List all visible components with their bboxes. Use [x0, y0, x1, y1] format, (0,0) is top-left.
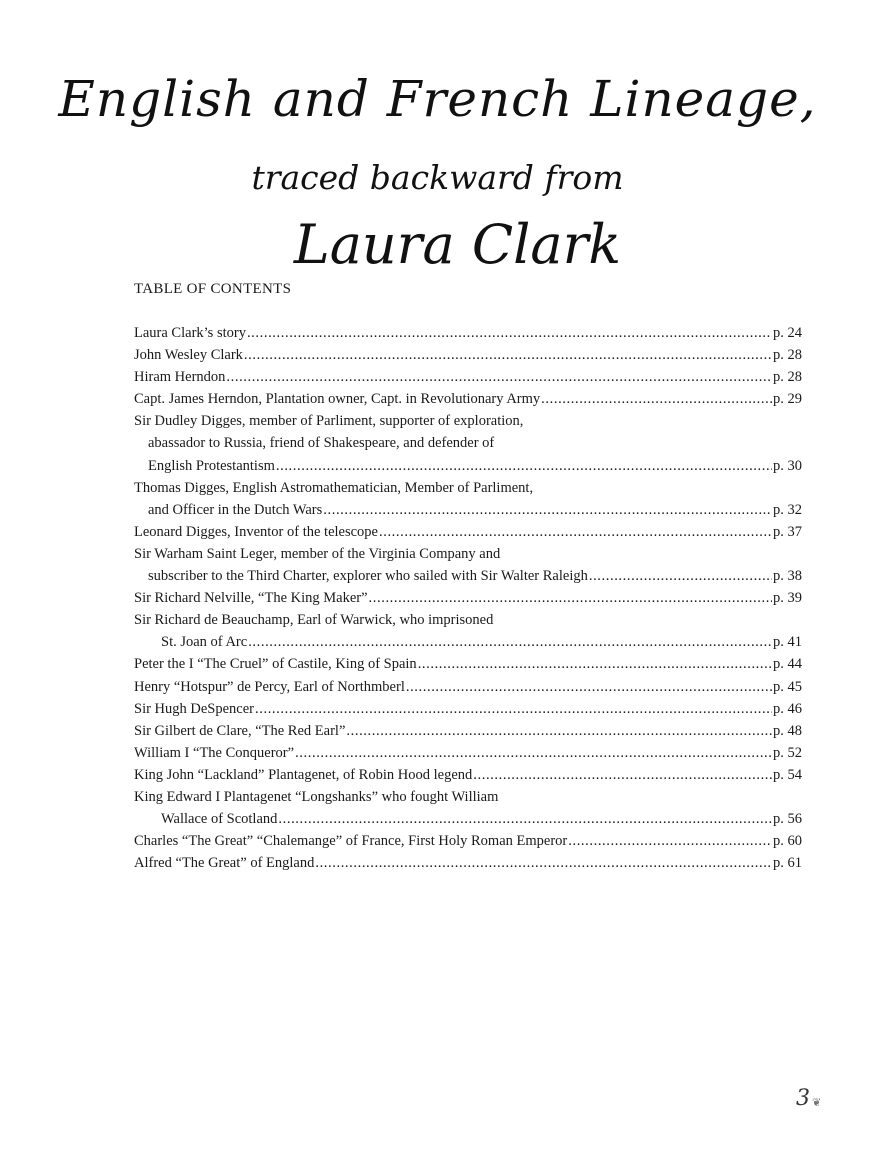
toc-entry: [134, 830, 802, 852]
dot-leader: [255, 698, 772, 720]
toc-entry-title: and Officer in the Dutch Wars: [148, 501, 323, 518]
table-of-contents: [134, 322, 802, 874]
dot-leader: [226, 366, 772, 388]
toc-page-ref: p. 46: [773, 700, 802, 717]
dot-leader: [406, 676, 772, 698]
toc-entry-title: Wallace of Scotland: [161, 811, 278, 828]
toc-entry: [134, 852, 802, 874]
dot-leader: [295, 742, 772, 764]
dot-leader: [568, 830, 772, 852]
toc-entry-title: King John “Lackland” Plantagenet, of Robin Hood legend: [134, 766, 473, 783]
dot-leader: [369, 587, 772, 609]
toc-entry: [134, 499, 802, 521]
toc-page-ref: p. 41: [773, 634, 802, 651]
toc-entry-continuation: [134, 477, 802, 499]
toc-entry-title: St. Joan of Arc: [161, 634, 248, 651]
dot-leader: [276, 455, 772, 477]
toc-entry: [134, 653, 802, 675]
dot-leader: [418, 653, 772, 675]
toc-entry-title: King Edward I Plantagenet “Longshanks” who fought William: [134, 788, 499, 805]
toc-entry-title: subscriber to the Third Charter, explorer who sailed with Sir Walter Raleigh: [148, 568, 588, 585]
toc-entry-title: Sir Gilbert de Clare, “The Red Earl”: [134, 722, 346, 739]
toc-entry: [134, 698, 802, 720]
toc-page-ref: p. 45: [773, 678, 802, 695]
toc-entry: [134, 366, 802, 388]
toc-heading: TABLE OF CONTENTS: [134, 281, 292, 297]
toc-entry-title: Alfred “The Great” of England: [134, 855, 315, 872]
dot-leader: [473, 764, 772, 786]
toc-entry-title: Sir Richard Nelville, “The King Maker”: [134, 590, 368, 607]
toc-entry: [134, 587, 802, 609]
toc-entry: [134, 455, 802, 477]
toc-entry-title: William I “The Conqueror”: [134, 744, 295, 761]
dot-leader: [315, 852, 772, 874]
toc-entry: [134, 808, 802, 830]
toc-entry-title: Charles “The Great” “Chalemange” of France, First Holy Roman Emperor: [134, 833, 568, 850]
toc-entry-title: Leonard Digges, Inventor of the telescope: [134, 523, 378, 540]
toc-entry: [134, 720, 802, 742]
toc-entry-title: Peter the I “The Cruel” of Castile, King of Spain: [134, 656, 417, 673]
toc-entry-title: Henry “Hotspur” de Percy, Earl of Northmberl: [134, 678, 405, 695]
toc-page-ref: p. 28: [773, 369, 802, 386]
page-number: 3: [796, 1086, 810, 1111]
toc-page-ref: p. 39: [773, 590, 802, 607]
toc-entry-title: Sir Dudley Digges, member of Parliment, supporter of exploration,: [134, 413, 524, 430]
toc-page-ref: p. 30: [773, 457, 802, 474]
toc-page-ref: p. 28: [773, 347, 802, 364]
toc-entry: [134, 521, 802, 543]
dot-leader: [244, 344, 772, 366]
toc-entry-title: John Wesley Clark: [134, 347, 243, 364]
dot-leader: [541, 388, 772, 410]
toc-entry: [134, 322, 802, 344]
title-line-1: English and French Lineage,: [58, 70, 817, 128]
title-line-2: traced backward from: [251, 158, 624, 197]
toc-page-ref: p. 44: [773, 656, 802, 673]
toc-entry: [134, 742, 802, 764]
toc-entry-continuation: [134, 410, 802, 432]
toc-entry-title: Capt. James Herndon, Plantation owner, Capt. in Revolutionary Army: [134, 391, 541, 408]
toc-page-ref: p. 60: [773, 833, 802, 850]
dot-leader: [323, 499, 772, 521]
title-line-3: Laura Clark: [293, 213, 622, 276]
flourish-icon: ❦: [812, 1097, 822, 1109]
toc-entry-title: Thomas Digges, English Astromathematician, Member of Parliment,: [134, 479, 534, 496]
toc-page-ref: p. 61: [773, 855, 802, 872]
toc-entry: [134, 764, 802, 786]
toc-entry-title: Hiram Herndon: [134, 369, 226, 386]
dot-leader: [379, 521, 772, 543]
dot-leader: [247, 322, 772, 344]
dot-leader: [346, 720, 772, 742]
toc-entry-continuation: [134, 543, 802, 565]
toc-page-ref: p. 24: [773, 325, 802, 341]
toc-page-ref: p. 29: [773, 391, 802, 408]
dot-leader: [278, 808, 772, 830]
toc-page-ref: p. 38: [773, 568, 802, 585]
dot-leader: [248, 631, 772, 653]
toc-entry-title: Laura Clark’s story: [134, 325, 246, 341]
toc-page-ref: p. 56: [773, 811, 802, 828]
toc-entry: [134, 565, 802, 587]
toc-entry-title: English Protestantism: [148, 457, 275, 474]
toc-entry: [134, 676, 802, 698]
toc-entry-title: Sir Warham Saint Leger, member of the Virginia Company and: [134, 545, 501, 562]
toc-entry-title: Sir Richard de Beauchamp, Earl of Warwick, who imprisoned: [134, 612, 494, 629]
dot-leader: [589, 565, 772, 587]
toc-page-ref: p. 37: [773, 523, 802, 540]
toc-page-ref: p. 48: [773, 722, 802, 739]
toc-entry-continuation: [134, 786, 802, 808]
toc-page-ref: p. 52: [773, 744, 802, 761]
toc-entry-title: Sir Hugh DeSpencer: [134, 700, 255, 717]
toc-page-ref: p. 54: [773, 766, 802, 783]
toc-entry-continuation: [134, 609, 802, 631]
toc-page-ref: p. 32: [773, 501, 802, 518]
toc-entry: [134, 344, 802, 366]
toc-entry-continuation: [134, 432, 802, 454]
toc-entry: [134, 631, 802, 653]
toc-entry-title: abassador to Russia, friend of Shakespeare, and defender of: [148, 435, 495, 452]
toc-entry: [134, 388, 802, 410]
